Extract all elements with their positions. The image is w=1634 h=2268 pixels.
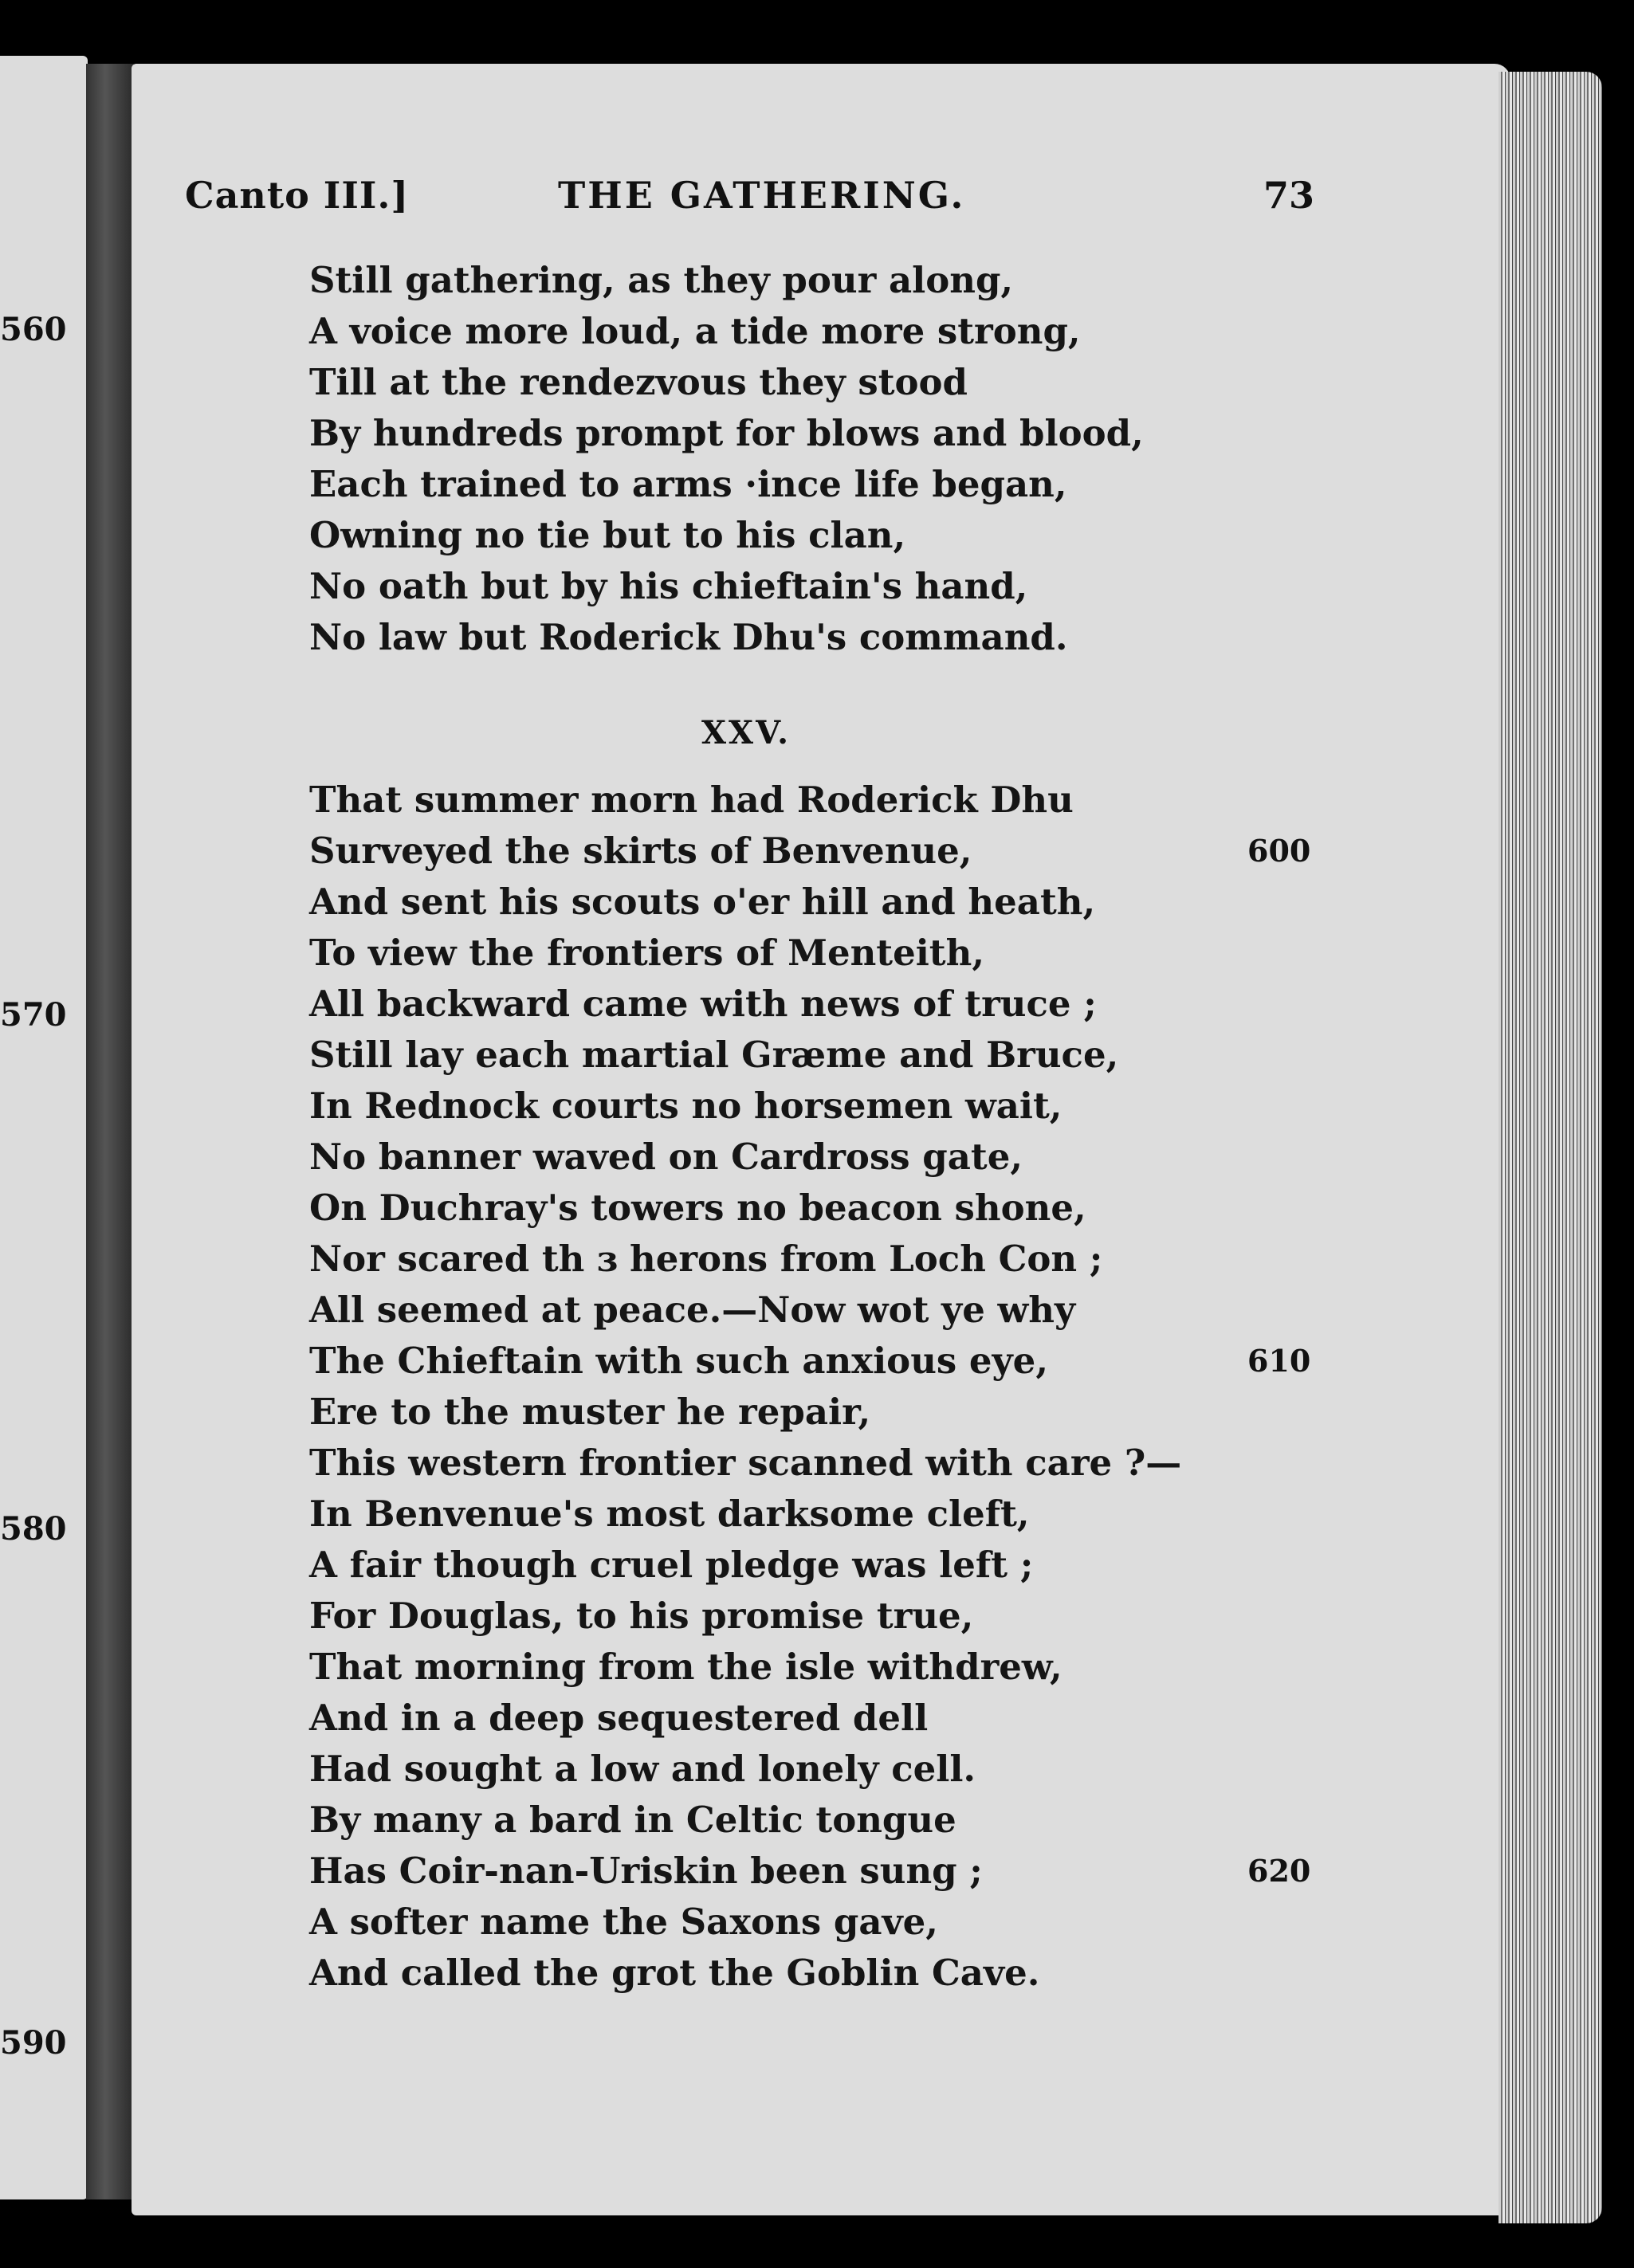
verse-line: Has Coir-nan-Uriskin been sung ; — [309, 1850, 983, 1892]
verse-line: By hundreds prompt for blows and blood, — [309, 412, 1144, 454]
verse-line: The Chieftain with such anxious eye, — [309, 1340, 1048, 1382]
verse-line: A softer name the Saxons gave, — [309, 1901, 938, 1943]
section-heading: XXV. — [701, 714, 791, 751]
line-number: 600 — [1247, 833, 1311, 869]
verse-line: That summer morn had Roderick Dhu — [309, 779, 1074, 821]
verse-line: No oath but by his chieftain's hand, — [309, 565, 1028, 607]
verse-line: That morning from the isle withdrew, — [309, 1646, 1062, 1688]
verse-line: In Rednock courts no horsemen wait, — [309, 1085, 1062, 1127]
left-line-number: 590 — [0, 2024, 67, 2062]
verse-line: Still gathering, as they pour along, — [309, 259, 1014, 301]
left-line-number: 580 — [0, 1510, 67, 1548]
verse-line: Had sought a low and lonely cell. — [309, 1748, 976, 1790]
verse-line: Still lay each martial Græme and Bruce, — [309, 1034, 1119, 1076]
book-gutter — [86, 64, 134, 2199]
verse-line: Till at the rendezvous they stood — [309, 361, 968, 403]
page-edges — [1498, 72, 1602, 2223]
verse-line: No law but Roderick Dhu's command. — [309, 616, 1068, 658]
running-head-canto: Canto III.] — [185, 174, 410, 217]
verse-line: To view the frontiers of Menteith, — [309, 932, 984, 974]
verse-line: And in a deep sequestered dell — [309, 1697, 929, 1739]
left-line-number: 570 — [0, 996, 67, 1034]
line-number: 610 — [1247, 1343, 1311, 1379]
verse-line: A voice more loud, a tide more strong, — [309, 310, 1081, 352]
running-head-title: THE GATHERING. — [558, 174, 966, 217]
verse-line: And called the grot the Goblin Cave. — [309, 1952, 1040, 1994]
verse-line: All backward came with news of truce ; — [309, 983, 1097, 1025]
verse-line: No banner waved on Cardross gate, — [309, 1136, 1023, 1178]
verse-line: For Douglas, to his promise true, — [309, 1595, 974, 1637]
verse-line: Owning no tie but to his clan, — [309, 514, 906, 556]
verse-line: Ere to the muster he repair, — [309, 1391, 871, 1433]
verse-line: Surveyed the skirts of Benvenue, — [309, 830, 972, 872]
verse-line: A fair though cruel pledge was left ; — [309, 1544, 1034, 1586]
verse-line: Nor scared th ɜ herons from Loch Con ; — [309, 1238, 1103, 1280]
page-number: 73 — [1263, 174, 1315, 217]
facing-page-edge — [0, 56, 88, 2199]
left-line-number: 560 — [0, 311, 67, 348]
verse-line: And sent his scouts o'er hill and heath, — [309, 881, 1096, 923]
verse-line: All seemed at peace.—Now wot ye why — [309, 1289, 1076, 1331]
line-number: 620 — [1247, 1853, 1311, 1889]
verse-line: This western frontier scanned with care ?— — [309, 1442, 1182, 1484]
verse-line: By many a bard in Celtic tongue — [309, 1799, 956, 1841]
verse-line: Each trained to arms ·ince life began, — [309, 463, 1067, 505]
verse-line: On Duchray's towers no beacon shone, — [309, 1187, 1086, 1229]
verse-line: In Benvenue's most darksome cleft, — [309, 1493, 1030, 1535]
